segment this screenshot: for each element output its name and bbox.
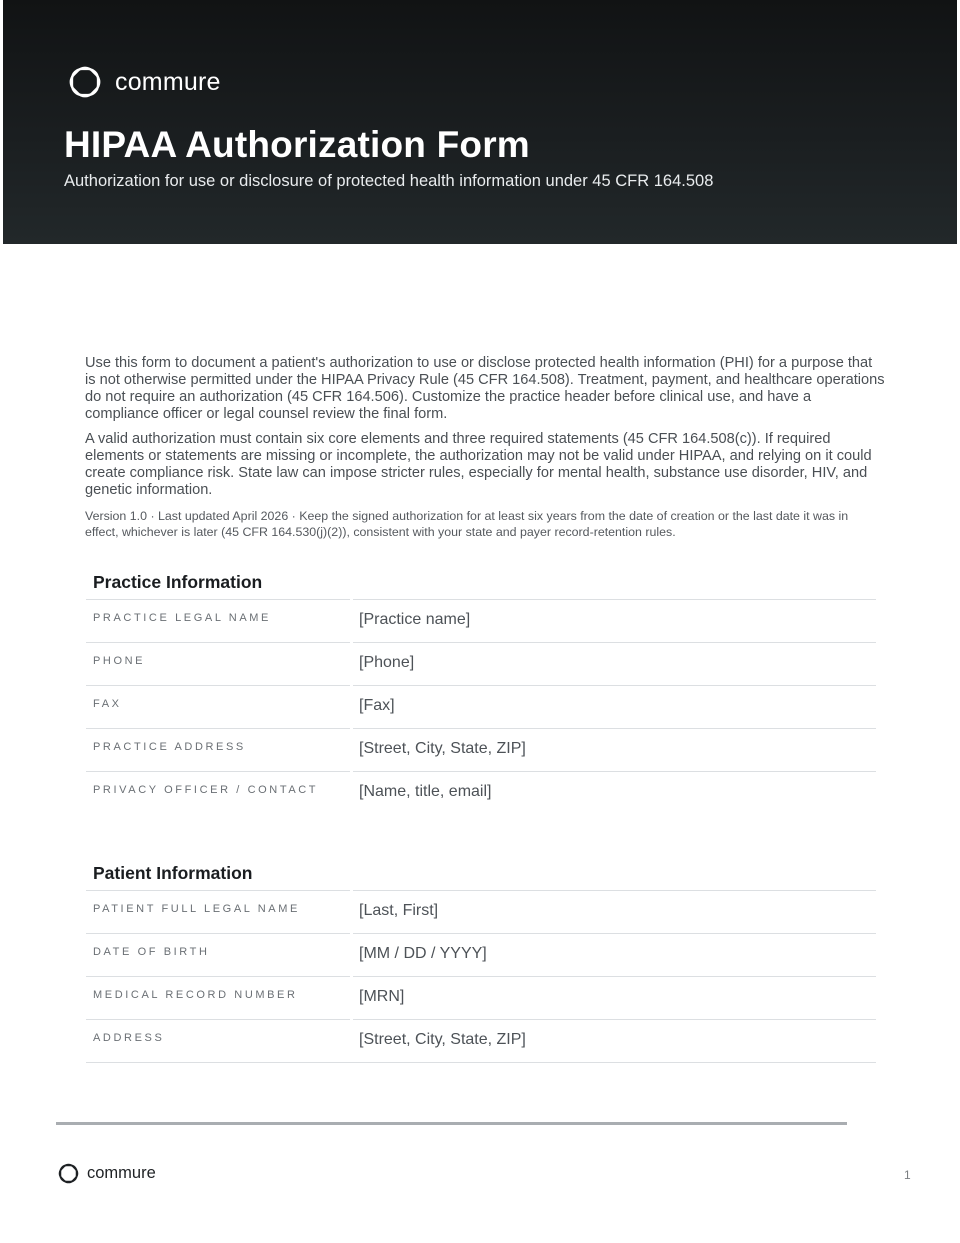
field-label: PATIENT FULL LEGAL NAME [86, 890, 350, 933]
footer-brand [56, 1161, 156, 1186]
field-label: PHONE [86, 642, 350, 685]
practice-address-field[interactable]: [Street, City, State, ZIP] [353, 728, 876, 771]
field-label: PRACTICE LEGAL NAME [86, 599, 350, 642]
document-header [3, 0, 957, 244]
commure-logo-icon [56, 1161, 81, 1186]
commure-logo-icon [65, 62, 105, 102]
page-title: HIPAA Authorization Form [64, 124, 530, 165]
fax-field[interactable]: [Fax] [353, 685, 876, 728]
field-label: MEDICAL RECORD NUMBER [86, 976, 350, 1019]
table-bottom-border [86, 1062, 876, 1063]
form-row [86, 1019, 876, 1062]
form-row [86, 599, 876, 642]
intro-text [85, 355, 885, 548]
practice-information-section [86, 565, 876, 814]
privacy-officer-field[interactable]: [Name, title, email] [353, 771, 876, 814]
date-of-birth-field[interactable]: [MM / DD / YYYY] [353, 933, 876, 976]
version-note: Version 1.0 · Last updated April 2026 · Keep the signed authorization for at least six years from the date of creation or the last date it was in effect, whichever is later (45 CFR 164.530(j)(2)), consistent with your state and payer record-retention rules. [85, 509, 849, 539]
field-label: PRIVACY OFFICER / CONTACT [86, 771, 350, 814]
section-title: Practice Information [93, 572, 263, 592]
form-row [86, 685, 876, 728]
page-number: 1 [904, 1168, 911, 1182]
patient-address-field[interactable]: [Street, City, State, ZIP] [353, 1019, 876, 1062]
form-row [86, 890, 876, 933]
form-row [86, 771, 876, 814]
form-row [86, 728, 876, 771]
field-label: ADDRESS [86, 1019, 350, 1062]
practice-name-field[interactable]: [Practice name] [353, 599, 876, 642]
form-row [86, 933, 876, 976]
footer-brand-name: commure [87, 1164, 156, 1182]
section-title: Patient Information [93, 863, 253, 883]
intro-paragraph-1: Use this form to document a patient's authorization to use or disclose protected health information (PHI) for a purpose that is not otherwise permitted under the HIPAA Privacy Rule (45 CFR 164.508). Treatment, payment, and healthcare operations do not require an authorization (45 CFR 164.506). Customize the practice header before clinical use, and have a compliance officer or legal counsel review the final form. [85, 355, 885, 422]
patient-name-field[interactable]: [Last, First] [353, 890, 876, 933]
brand-name: commure [115, 67, 221, 96]
patient-information-section [86, 856, 876, 1063]
field-label: FAX [86, 685, 350, 728]
form-row [86, 976, 876, 1019]
form-row [86, 642, 876, 685]
footer-divider [56, 1122, 847, 1125]
header-brand [65, 62, 221, 102]
intro-paragraph-2: A valid authorization must contain six core elements and three required statements (45 CFR 164.508(c)). If required elements or statements are missing or incomplete, the authorization may not be valid under HIPAA, and relying on it could create compliance risk. State law can impose stricter rules, especially for mental health, substance use disorder, HIV, and genetic information. [85, 431, 872, 498]
page-subtitle: Authorization for use or disclosure of protected health information under 45 CFR 164.508 [64, 172, 714, 190]
field-label: DATE OF BIRTH [86, 933, 350, 976]
phone-field[interactable]: [Phone] [353, 642, 876, 685]
field-label: PRACTICE ADDRESS [86, 728, 350, 771]
medical-record-number-field[interactable]: [MRN] [353, 976, 876, 1019]
